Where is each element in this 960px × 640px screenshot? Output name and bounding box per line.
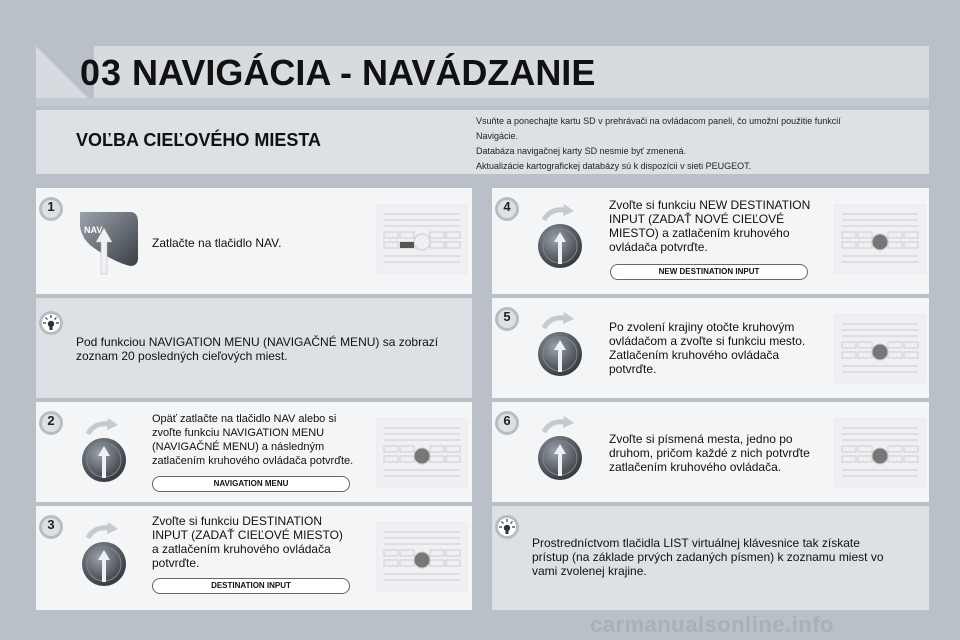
intro-line: Databáza navigačnej karty SD nesmie byť zmenená. [476,146,686,156]
watermark: carmanualsonline.info [590,612,834,637]
step-4-text [609,198,831,254]
step-1-text: Zatlačte na tlačidlo NAV. [152,236,282,250]
tip-2-line: prístup (na základe prvých zadaných písmen) k zoznamu miest vo [532,550,884,564]
tip-2-line: Prostredníctvom tlačidla LIST virtuálnej klávesnice tak získate [532,536,860,550]
step-4-line: ovládača potvrďte. [609,240,708,254]
step-5-number: 5 [503,309,511,324]
header-band [36,98,929,106]
rotary-knob-icon [530,310,590,380]
step-5-line: ovládačom a zvoľte si funkciu mesto. [609,334,806,348]
step-2-line: zvoľte funkciu NAVIGATION MENU [152,427,325,439]
step-3-line: potvrďte. [152,556,200,570]
step-2-number: 2 [47,413,55,428]
tip-2-text [532,536,924,578]
step-4-line: MIESTO) a zatlačením kruhového [609,226,790,240]
step-3-line: Zvoľte si funkciu DESTINATION [152,514,322,528]
step-3-line: a zatlačením kruhového ovládača [152,542,331,556]
radio-panel-image [834,314,926,384]
section-title: VOĽBA CIEĽOVÉHO MIESTA [76,130,322,150]
step-2-line: Opäť zatlačte na tlačidlo NAV alebo si [152,413,337,425]
tip-2-line: vami zvolenej krajine. [532,564,647,578]
step-4-line: Zvoľte si funkciu NEW DESTINATION [609,198,811,212]
step-1-number: 1 [47,199,55,214]
lightbulb-icon [38,310,64,336]
radio-panel-image [834,418,926,488]
step-2-text [152,412,372,468]
step-4-number: 4 [503,199,511,214]
tip-1-line: Pod funkciou NAVIGATION MENU (NAVIGAČNÉ MENU) sa zobrazí [76,335,439,349]
step-5-line: potvrďte. [609,362,657,376]
step-3-number: 3 [47,517,55,532]
nav-button-label: NAV [84,225,103,235]
rotary-knob-icon [530,414,590,484]
nav-button-icon [74,208,140,276]
step-6-text [609,432,831,474]
step-6-line: zatlačením kruhového ovládača. [609,460,782,474]
rotary-knob-icon [74,520,134,590]
tip-1-line: zoznam 20 posledných cieľových miest. [76,349,288,363]
step-2-line: (NAVIGAČNÉ MENU) a následným [152,441,325,453]
step-5-text [609,320,831,376]
step-6-line: Zvoľte si písmená mesta, jedno po [609,432,793,446]
navigation-menu-pill: NAVIGATION MENU [152,476,350,492]
rotary-knob-icon [530,202,590,272]
rotary-knob-icon [74,416,134,486]
step-5-line: Zatlačením kruhového ovládača [609,348,780,362]
step-6-line: druhom, pričom každé z nich potvrďte [609,446,810,460]
lightbulb-icon [494,514,520,540]
step-2-line: zatlačením kruhového ovládača potvrďte. [152,455,354,467]
intro-line: Navigácie. [476,131,519,141]
radio-panel-image [376,522,468,592]
step-5-line: Po zvolení krajiny otočte kruhovým [609,320,795,334]
step-4-line: INPUT (ZADAŤ NOVÉ CIEĽOVÉ [609,212,785,226]
step-6-number: 6 [503,413,511,428]
chapter-number: 03 [80,52,123,93]
radio-panel-image [376,418,468,488]
step-3-text [152,514,372,570]
destination-input-pill: DESTINATION INPUT [152,578,350,594]
radio-panel-image [376,204,468,274]
tip-1-text [76,335,466,363]
step-3-line: INPUT (ZADAŤ CIEĽOVÉ MIESTO) [152,528,343,542]
intro-line: Vsuňte a ponechajte kartu SD v prehrávači na ovládacom paneli, čo umožní použitie funkcií [476,116,841,126]
intro-line: Aktualizácie kartografickej databázy sú k dispozícii v sieti PEUGEOT. [476,161,752,171]
chapter-title: NAVIGÁCIA - NAVÁDZANIE [132,52,596,93]
intro-text [476,114,916,174]
radio-panel-image [834,204,926,274]
new-destination-input-pill: NEW DESTINATION INPUT [610,264,808,280]
